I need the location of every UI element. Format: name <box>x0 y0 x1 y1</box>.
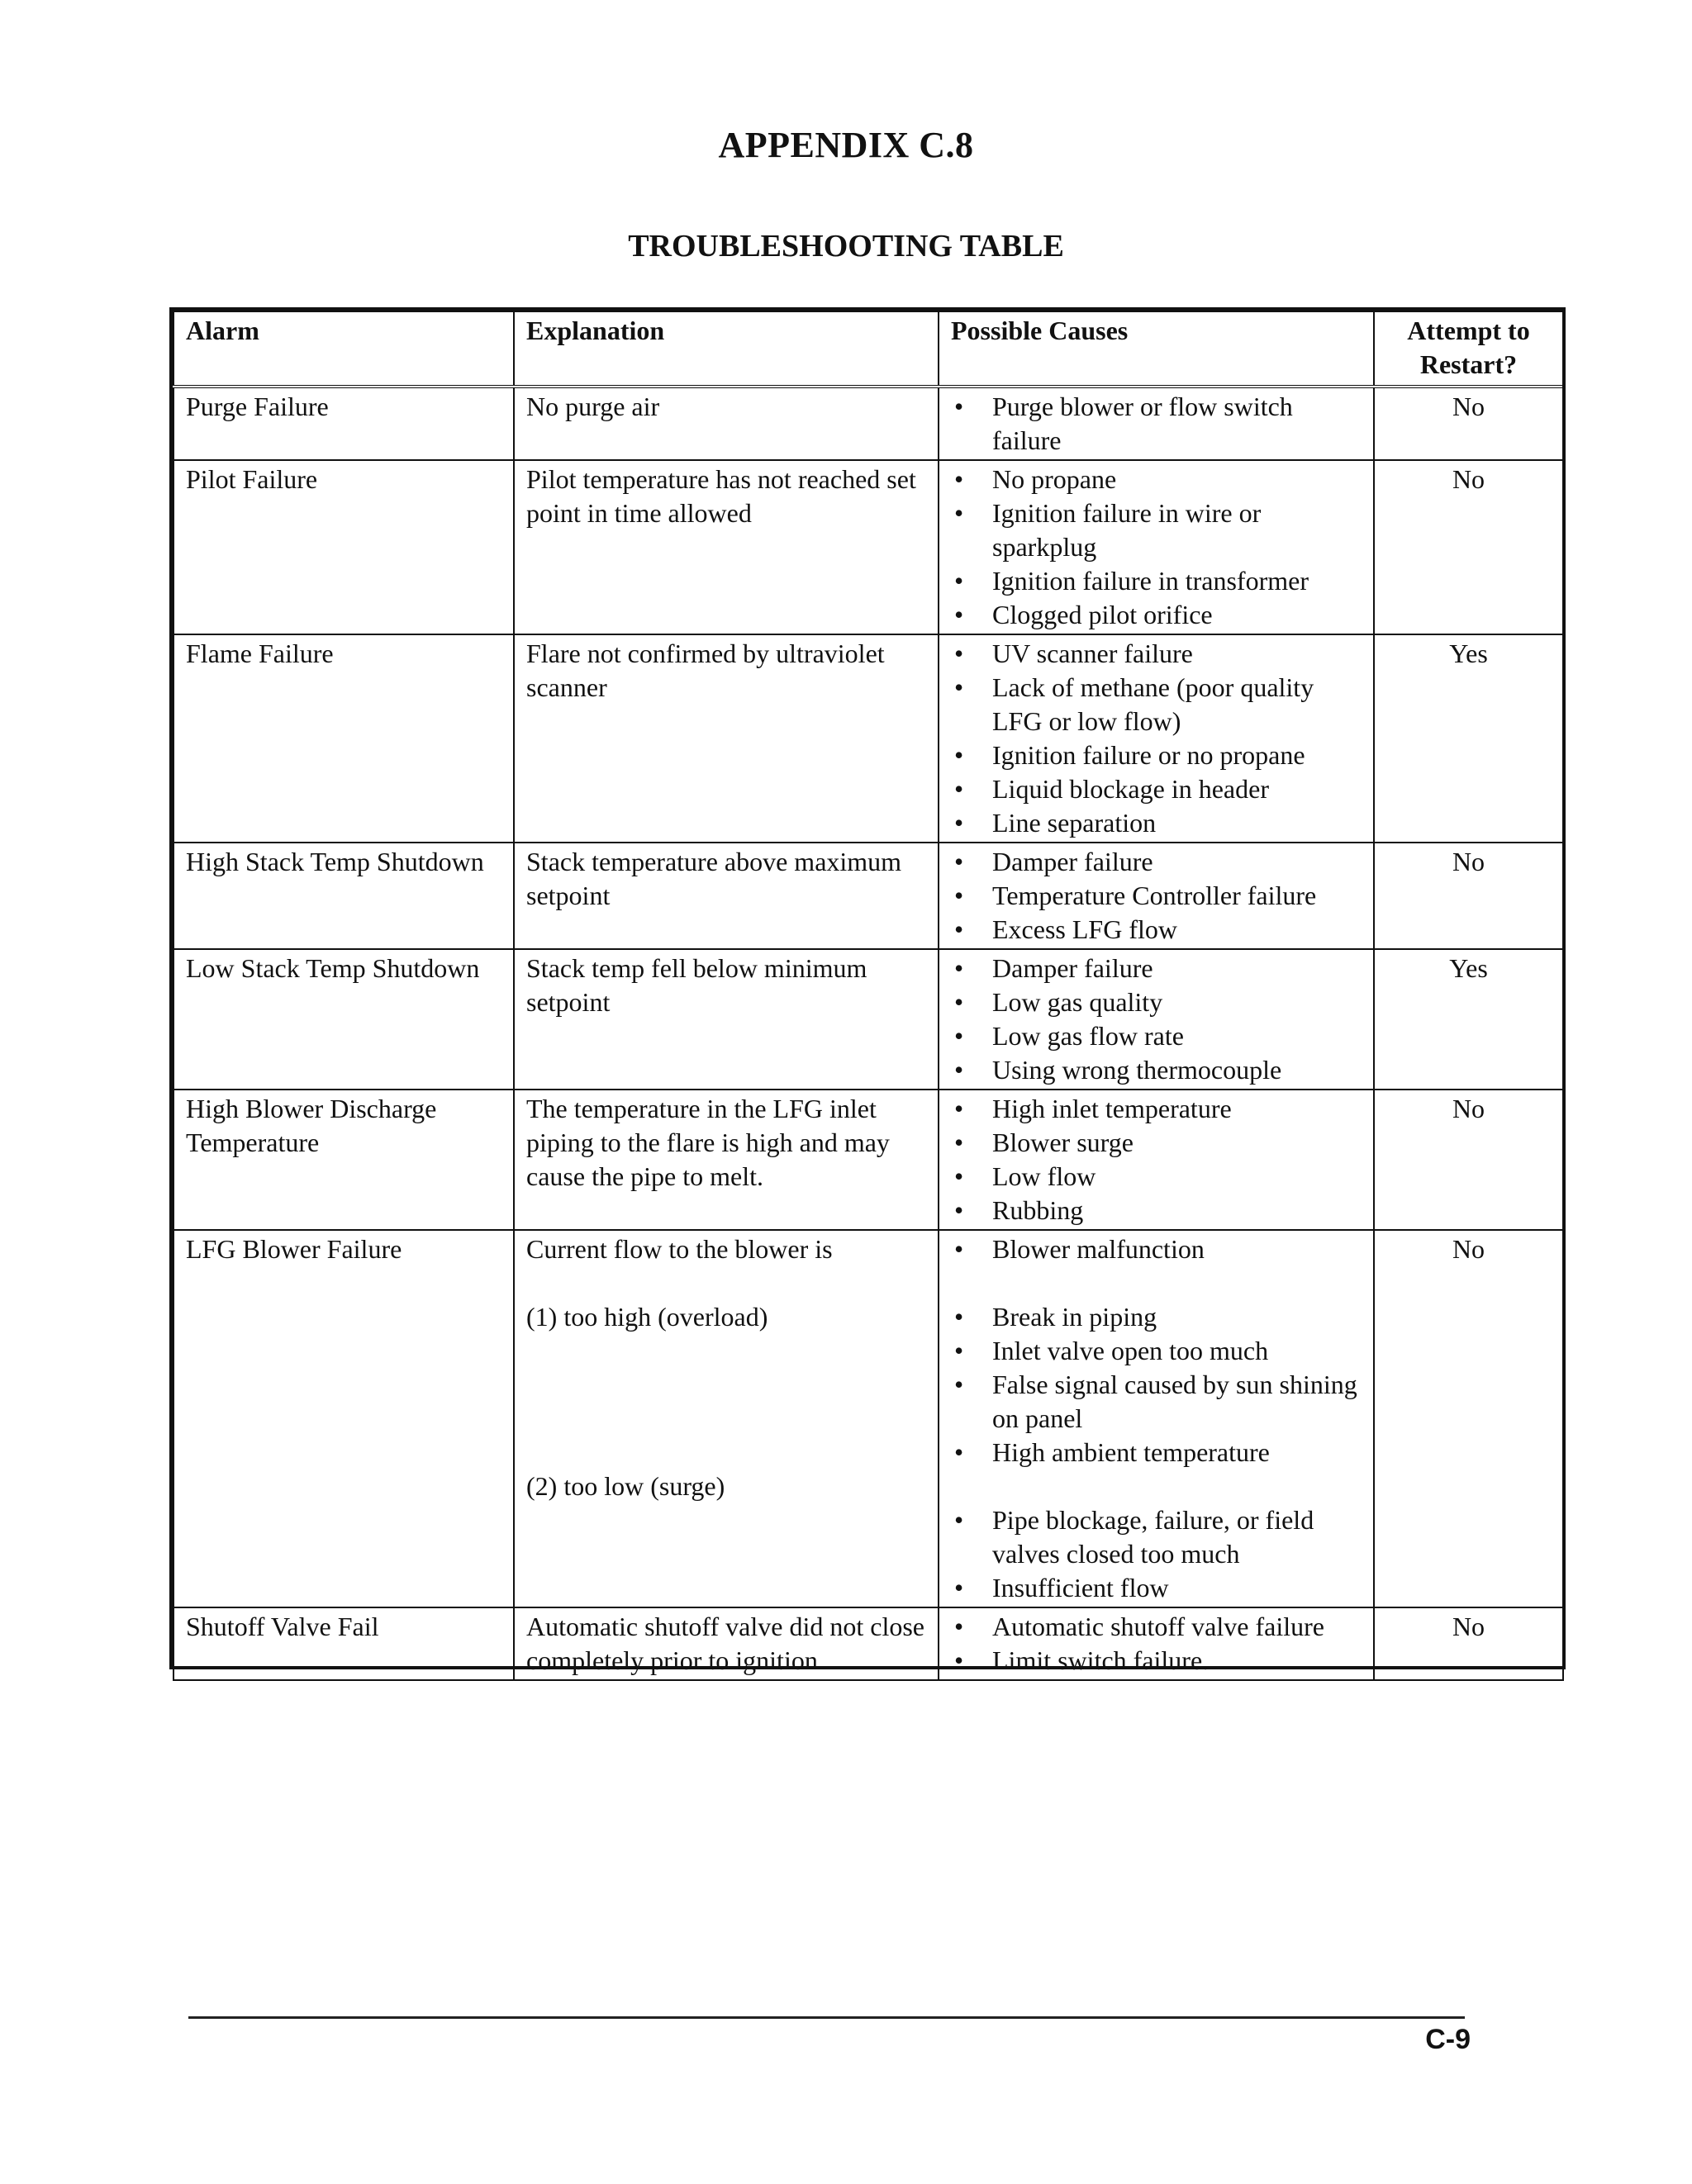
explanation-spacer <box>526 1402 926 1436</box>
cause-list <box>951 952 1362 1087</box>
possible-causes-cell <box>939 460 1374 634</box>
explanation-text: Flare not confirmed by ultraviolet scanner <box>526 639 885 702</box>
cause-item: • Rubbing <box>951 1194 1362 1227</box>
explanation-cell <box>514 843 939 949</box>
cause-item: • Low gas flow rate <box>951 1019 1362 1053</box>
cause-item: • False signal caused by sun shining on panel <box>951 1368 1362 1436</box>
explanation-text: Stack temp fell below minimum setpoint <box>526 953 867 1017</box>
cause-list <box>951 1503 1362 1605</box>
possible-causes-cell <box>939 1607 1374 1680</box>
explanation-cell <box>514 1090 939 1230</box>
explanation-cell <box>514 949 939 1090</box>
cause-item: • Damper failure <box>951 952 1362 985</box>
cause-item: • Break in piping <box>951 1300 1362 1334</box>
attempt-to-restart-cell: No <box>1374 1607 1563 1680</box>
troubleshooting-table-frame <box>169 307 1566 1675</box>
cause-list <box>951 1092 1362 1227</box>
attempt-to-restart-cell: No <box>1374 460 1563 634</box>
table-row <box>173 949 1563 1090</box>
cause-item: • Low gas quality <box>951 985 1362 1019</box>
column-header-possible-causes: Possible Causes <box>939 311 1374 387</box>
cause-list <box>951 637 1362 840</box>
cause-list <box>951 1300 1362 1469</box>
cause-item: • Temperature Controller failure <box>951 879 1362 913</box>
table-row <box>173 1090 1563 1230</box>
explanation-cell <box>514 387 939 460</box>
cause-item: • Ignition failure in transformer <box>951 564 1362 598</box>
alarm-cell: Purge Failure <box>173 387 514 460</box>
attempt-to-restart-cell: No <box>1374 1230 1563 1607</box>
alarm-cell: Flame Failure <box>173 634 514 843</box>
attempt-to-restart-cell: No <box>1374 1090 1563 1230</box>
alarm-cell: High Stack Temp Shutdown <box>173 843 514 949</box>
table-row <box>173 843 1563 949</box>
explanation-spacer <box>526 1368 926 1402</box>
alarm-cell: Low Stack Temp Shutdown <box>173 949 514 1090</box>
possible-causes-cell <box>939 387 1374 460</box>
attempt-to-restart-cell: No <box>1374 387 1563 460</box>
cause-item: • Blower surge <box>951 1126 1362 1160</box>
explanation-spacer <box>526 1436 926 1469</box>
cause-item: • UV scanner failure <box>951 637 1362 671</box>
cause-item: • Insufficient flow <box>951 1571 1362 1605</box>
page-number: C-9 <box>1425 2024 1471 2055</box>
explanation-cell <box>514 460 939 634</box>
table-title: TROUBLESHOOTING TABLE <box>628 229 1064 264</box>
cause-list <box>951 1232 1362 1266</box>
cause-item: • Liquid blockage in header <box>951 772 1362 806</box>
table-row <box>173 387 1563 460</box>
alarm-cell: Pilot Failure <box>173 460 514 634</box>
cause-item: • High ambient temperature <box>951 1436 1362 1469</box>
explanation-cell <box>514 1607 939 1680</box>
cause-list <box>951 463 1362 632</box>
explanation-text: Automatic shutoff valve did not close completely prior to ignition <box>526 1612 924 1675</box>
alarm-cell: High Blower Discharge Temperature <box>173 1090 514 1230</box>
cause-list <box>951 390 1362 458</box>
alarm-cell: Shutoff Valve Fail <box>173 1607 514 1680</box>
explanation-spacer <box>526 1334 926 1368</box>
table-row <box>173 460 1563 634</box>
possible-causes-cell <box>939 1090 1374 1230</box>
cause-item: • Low flow <box>951 1160 1362 1194</box>
explanation-text: No purge air <box>526 392 660 421</box>
possible-causes-cell <box>939 634 1374 843</box>
cause-item: • Ignition failure in wire or sparkplug <box>951 496 1362 564</box>
table-header-row <box>173 311 1563 387</box>
possible-causes-cell <box>939 1230 1374 1607</box>
cause-item: • Lack of methane (poor quality LFG or low flow) <box>951 671 1362 738</box>
column-header-attempt-to-restart: Attempt to Restart? <box>1374 311 1563 387</box>
cause-group-spacer <box>951 1469 1362 1503</box>
column-header-alarm: Alarm <box>173 311 514 387</box>
explanation-cell <box>514 634 939 843</box>
attempt-to-restart-cell: No <box>1374 843 1563 949</box>
cause-item: • Limit switch failure. <box>951 1644 1362 1678</box>
cause-list <box>951 1610 1362 1678</box>
explanation-text: Current flow to the blower is <box>526 1234 833 1264</box>
cause-item: • Pipe blockage, failure, or field valves closed too much <box>951 1503 1362 1571</box>
cause-item: • Blower malfunction <box>951 1232 1362 1266</box>
cause-list <box>951 845 1362 947</box>
table-row <box>173 634 1563 843</box>
explanation-text: (2) too low (surge) <box>526 1471 725 1501</box>
attempt-to-restart-cell: Yes <box>1374 949 1563 1090</box>
attempt-to-restart-cell: Yes <box>1374 634 1563 843</box>
troubleshooting-table <box>173 311 1564 1681</box>
cause-item: • Automatic shutoff valve failure <box>951 1610 1362 1644</box>
cause-item: • Using wrong thermocouple <box>951 1053 1362 1087</box>
table-row <box>173 1230 1563 1607</box>
explanation-text: (1) too high (overload) <box>526 1302 768 1332</box>
cause-item: • High inlet temperature <box>951 1092 1362 1126</box>
footer-divider <box>188 2016 1465 2019</box>
explanation-text: Stack temperature above maximum setpoint <box>526 847 902 910</box>
cause-group-spacer <box>951 1266 1362 1300</box>
cause-item: • Line separation <box>951 806 1362 840</box>
explanation-text: Pilot temperature has not reached set point in time allowed <box>526 464 916 528</box>
possible-causes-cell <box>939 843 1374 949</box>
appendix-heading: APPENDIX C.8 <box>718 125 974 165</box>
cause-item: • Clogged pilot orifice <box>951 598 1362 632</box>
explanation-cell <box>514 1230 939 1607</box>
column-header-explanation: Explanation <box>514 311 939 387</box>
cause-item: • Ignition failure or no propane <box>951 738 1362 772</box>
cause-item: • Purge blower or flow switch failure <box>951 390 1362 458</box>
cause-item: • No propane <box>951 463 1362 496</box>
explanation-spacer <box>526 1266 926 1300</box>
table-body <box>173 387 1563 1680</box>
table-row <box>173 1607 1563 1680</box>
cause-item: • Inlet valve open too much <box>951 1334 1362 1368</box>
possible-causes-cell <box>939 949 1374 1090</box>
explanation-text: The temperature in the LFG inlet piping to the flare is high and may cause the pipe to melt. <box>526 1094 890 1191</box>
cause-item: • Excess LFG flow <box>951 913 1362 947</box>
alarm-cell: LFG Blower Failure <box>173 1230 514 1607</box>
cause-item: • Damper failure <box>951 845 1362 879</box>
